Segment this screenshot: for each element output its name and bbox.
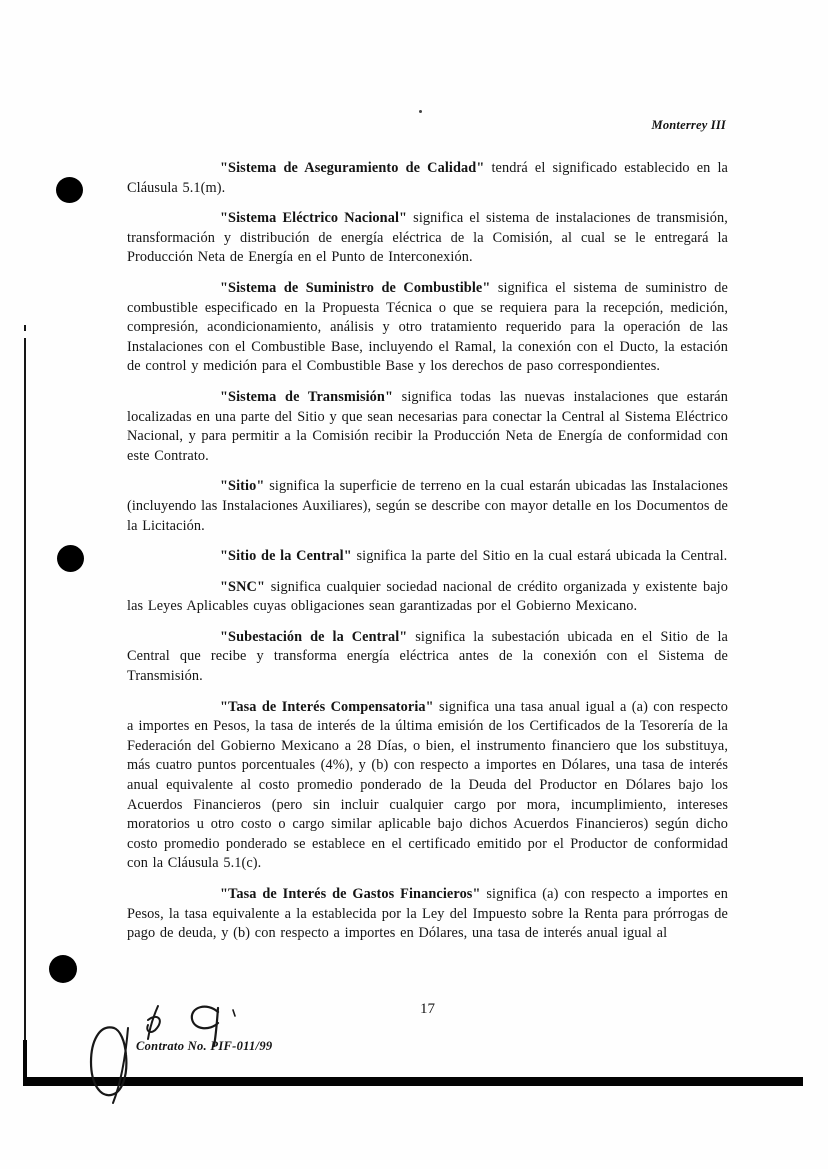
- definition-text: significa (a) con respecto a importes en Pesos, la tasa equivalente a la establecida por la Ley del Impuesto sobre la Renta para prórrogas de pago de deuda, y (b) con respecto a importes en Dólares, una tasa de interés anual igual al: [127, 886, 728, 942]
- defined-term: "SNC": [220, 578, 265, 595]
- definition-paragraph: [127, 159, 728, 198]
- scan-speck: [419, 110, 422, 113]
- definition-text: significa una tasa anual igual a (a) con respecto a importes en Pesos, la tasa de interés de la última emisión de los Certificados de la Tesorería de la Federación del Gobierno Mexicano a 28 Días, o bien, el instrumento financiero que los substituya, más cuatro puntos porcentuales (4%), y (b) con respecto a importes en Dólares, una tasa de interés anual equivalente al costo promedio ponderado de la Deuda del Productor en Dólares bajo los Acuerdos Financieros (pero sin incluir cualquier cargo por mora, incumplimiento, intereses moratorios u otro costo o cargo similar aplicable bajo dichos Acuerdos Financieros) según dicho costo promedio ponderado se establece en el certificado emitido por el Productor de conformidad con la Cláusula 5.1(c).: [127, 698, 728, 872]
- hole-punch-dot: [56, 177, 83, 203]
- definition-paragraph: [127, 279, 728, 377]
- document-header: Monterrey III: [651, 118, 726, 132]
- defined-term: "Sistema Eléctrico Nacional": [220, 210, 408, 227]
- hole-punch-dot: [57, 545, 84, 572]
- definition-text: significa todas las nuevas instalaciones que estarán localizadas en una parte del Sitio y que sean necesarias para conectar la Central al Sistema Eléctrico Nacional, y para permitir a la Comisión recibir la Producción Neta de Energía de conformidad con este Contrato.: [127, 388, 728, 464]
- hole-punch-dot: [49, 955, 77, 983]
- page-number: 17: [420, 1001, 435, 1017]
- definition-paragraph: [127, 477, 728, 536]
- defined-term: "Subestación de la Central": [220, 628, 408, 645]
- scan-edge-line-dash: [24, 325, 26, 331]
- definition-paragraph: [127, 547, 728, 567]
- definition-paragraph: [127, 388, 728, 466]
- definition-text: significa el sistema de instalaciones de transmisión, transformación y distribución de energía eléctrica de la Comisión, al cual se le entregará la Producción Neta de Energía en el Punto de Interconexión.: [127, 210, 728, 266]
- document-body: [127, 159, 728, 955]
- defined-term: "Sistema de Suministro de Combustible": [220, 279, 491, 296]
- definition-paragraph: [127, 885, 728, 944]
- defined-term: "Sistema de Aseguramiento de Calidad": [220, 160, 485, 176]
- definition-text: significa la subestación ubicada en el Sitio de la Central que recibe y transforma energía eléctrica antes de la conexión con el Sistema de Transmisión.: [127, 628, 728, 685]
- defined-term: "Tasa de Interés de Gastos Financieros": [220, 886, 481, 902]
- definition-paragraph: [127, 698, 728, 874]
- contract-number: Contrato No. PIF-011/99: [136, 1039, 273, 1053]
- definition-text: significa cualquier sociedad nacional de crédito organizada y existente bajo las Leyes Aplicables cuyas obligaciones sean garantizadas por el Gobierno Mexicano.: [127, 578, 728, 615]
- definition-text: significa la superficie de terreno en la cual estarán ubicadas las Instalaciones (incluyendo las Instalaciones Auxiliares), según se describe con mayor detalle en los Documentos de la Licitación.: [127, 478, 728, 534]
- definition-text: tendrá el significado establecido en la Cláusula 5.1(m).: [127, 160, 728, 196]
- signature-marks: [70, 998, 255, 1110]
- definition-paragraph: [127, 578, 728, 617]
- definition-text: significa el sistema de suministro de combustible especificado en la Propuesta Técnica o que se requiera para la recepción, medición, compresión, acondicionamiento, análisis y otro tratamiento requerido para la operación de las Instalaciones con el Combustible Base, incluyendo el Ramal, la conexión con el Ducto, la estación de control y medición para el Combustible Base y los derechos de paso correspondientes.: [127, 279, 728, 375]
- defined-term: "Sitio de la Central": [220, 548, 352, 565]
- defined-term: "Sistema de Transmisión": [220, 388, 394, 405]
- definition-paragraph: [127, 209, 728, 268]
- definition-paragraph: [127, 628, 728, 687]
- scan-edge-line: [24, 338, 26, 1040]
- definition-text: significa la parte del Sitio en la cual estará ubicada la Central.: [351, 548, 728, 565]
- defined-term: "Tasa de Interés Compensatoria": [220, 698, 434, 715]
- defined-term: "Sitio": [220, 478, 265, 495]
